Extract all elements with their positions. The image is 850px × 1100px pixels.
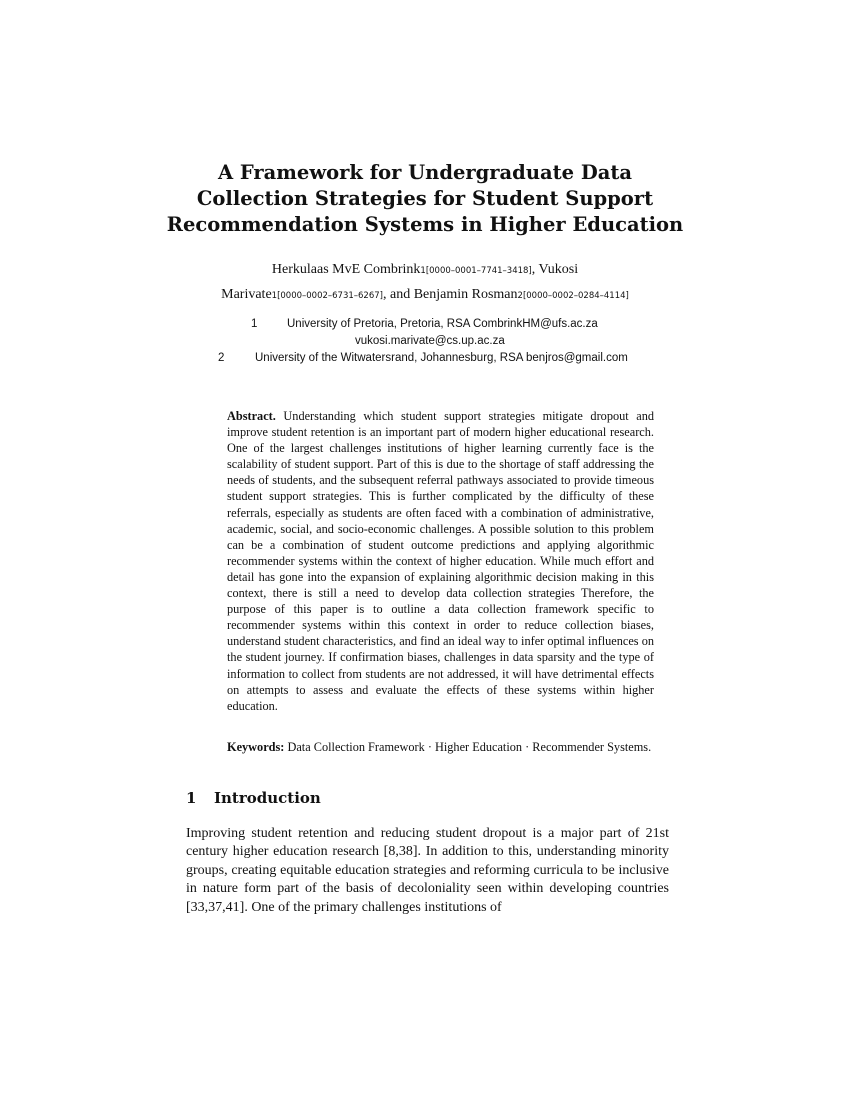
section-title: Introduction	[214, 789, 321, 807]
affiliation-number: 2	[218, 352, 225, 364]
affiliation-row	[150, 316, 700, 333]
title-line: Recommendation Systems in Higher Education	[166, 213, 684, 236]
keywords	[227, 739, 677, 755]
affiliation-number: 1	[251, 318, 258, 330]
affiliation-text: vukosi.marivate@cs.up.ac.za	[355, 335, 505, 347]
author-name: Marivate	[221, 287, 272, 302]
affiliations	[150, 316, 700, 367]
author-orcid: 2[0000–0002–0284–4114]	[517, 291, 629, 301]
title-line: A Framework for Undergraduate Data	[217, 161, 633, 184]
author-separator: , and Benjamin Rosman	[382, 287, 518, 302]
intro-paragraph: Improving student retention and reducing student dropout is a major part of 21st century higher education research [8,38]. In addition to this, understanding minority groups, creating equitable education strategies and reforming curricula to be inclusive in nature form part of the basis of decoloniality seen within developing countries [33,37,41]. One of the primary challenges institutions of	[186, 826, 669, 915]
section-number: 1	[186, 789, 197, 807]
affiliation-row	[150, 350, 700, 367]
author-orcid: 1[0000–0001–7741–3418]	[420, 266, 532, 276]
keywords-text: Data Collection Framework · Higher Education · Recommender Systems.	[287, 740, 652, 754]
abstract	[227, 408, 654, 714]
author-list	[150, 258, 700, 308]
keywords-label: Keywords:	[227, 740, 285, 754]
affiliation-text: University of Pretoria, Pretoria, RSA CombrinkHM@ufs.ac.za	[287, 318, 598, 330]
abstract-label: Abstract.	[227, 409, 276, 423]
affiliation-text: University of the Witwatersrand, Johannesburg, RSA benjros@gmail.com	[255, 352, 628, 364]
abstract-text: Understanding which student support strategies mitigate dropout and improve student retention is an important part of modern higher educational research. One of the largest challenges institutions of higher learning currently face is the scalability of student support. Part of this is due to the shortage of staff addressing the needs of students, and the subsequent referral pathways associated to provide timeous student support strategies. This is further complicated by the difficulty of these referrals, especially as students are often faced with a combination of administrative, academic, social, and socio-economic challenges. A possible solution to this problem can be a combination of student outcome predictions and applying algorithmic recommender systems within the context of higher education. While much effort and detail has gone into the expansion of explaining algorithmic decision making in this context, there is still a need to develop data collection strategies Therefore, the purpose of this paper is to outline a data collection framework specific to recommender systems within this context in order to reduce collection biases, understand student characteristics, and find an ideal way to infer optimal influences on the student journey. If confirmation biases, challenges in data sparsity and the type of information to collect from students are not addressed, it will have detrimental effects on attempts to assess and evaluate the effects of these systems within higher education.	[227, 409, 655, 713]
title-line: Collection Strategies for Student Support	[196, 187, 654, 210]
author-name: Herkulaas MvE Combrink	[271, 262, 421, 277]
paper-title	[150, 160, 700, 238]
author-orcid: 1[0000–0002–6731–6267]	[271, 291, 383, 301]
author-separator: , Vukosi	[531, 262, 579, 277]
section-heading	[186, 789, 321, 807]
affiliation-row	[150, 333, 700, 350]
